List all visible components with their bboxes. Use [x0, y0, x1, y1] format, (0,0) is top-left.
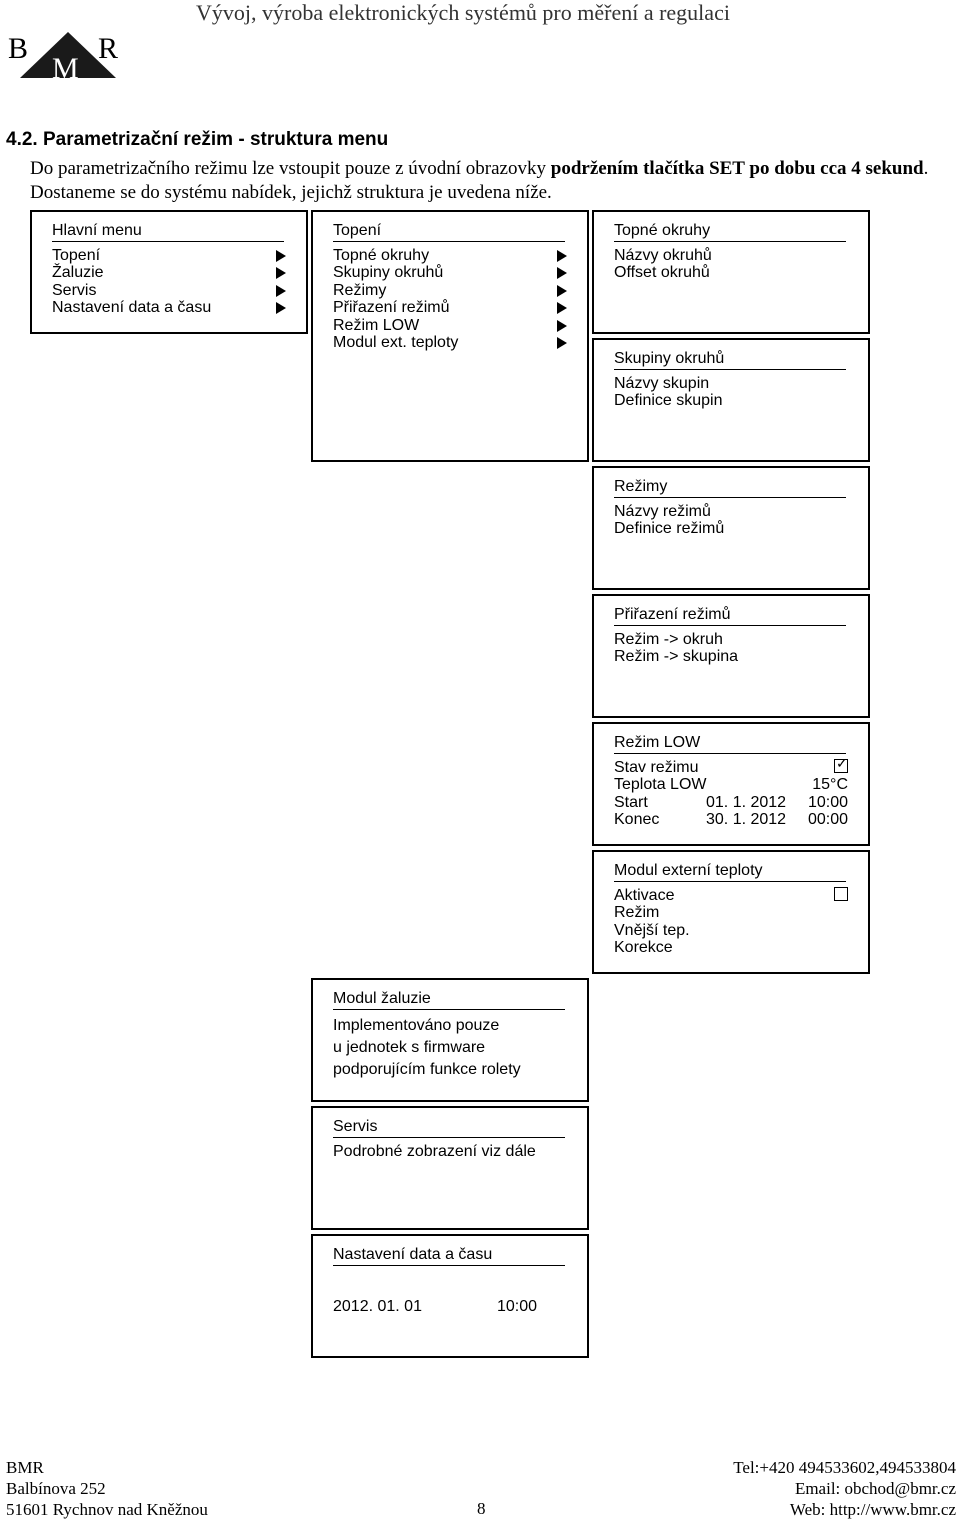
topeni-item-topne-okruhy[interactable]: Topné okruhy [333, 247, 567, 264]
nastaveni-title: Nastavení data a času [333, 1246, 565, 1266]
footer-web[interactable]: Web: http://www.bmr.cz [789, 1500, 956, 1519]
main-menu-item-servis[interactable]: Servis [52, 282, 286, 299]
nastaveni-date[interactable]: 2012. 01. 01 [333, 1298, 422, 1315]
header-tagline: Vývoj, výroba elektronických systémů pro měření a regulaci [196, 0, 730, 25]
checkbox-checked-icon[interactable]: ✓ [836, 755, 848, 771]
arrow-right-icon [276, 250, 286, 262]
nastaveni-datetime-row[interactable] [333, 1298, 567, 1315]
svg-text:M: M [52, 52, 79, 82]
nastaveni-box [311, 1234, 589, 1358]
teplota-value: 15°C [812, 776, 848, 794]
konec-time: 00:00 [807, 811, 848, 829]
checkbox-unchecked-icon[interactable] [834, 887, 848, 901]
footer-street: Balbínova 252 [6, 1479, 106, 1498]
footer-email[interactable]: Email: obchod@bmr.cz [794, 1479, 956, 1498]
servis-text: Podrobné zobrazení viz dále [333, 1143, 536, 1160]
start-time: 10:00 [807, 793, 848, 811]
footer-city: 51601 Rychnov nad Kněžnou [6, 1500, 208, 1519]
zaluzie-text-line: Implementováno pouze [333, 1017, 500, 1034]
topeni-menu-title: Topení [333, 222, 565, 242]
modul-ext-item-rezim[interactable]: Režim [614, 904, 660, 922]
footer-contact [733, 1457, 956, 1520]
topne-okruhy-item-nazvy[interactable]: Názvy okruhů [614, 247, 712, 264]
page-number: 8 [477, 1499, 486, 1518]
modul-ext-item-vnejsi[interactable]: Vnější tep. [614, 921, 690, 939]
arrow-right-icon [557, 302, 567, 314]
bmr-logo [6, 28, 126, 82]
topne-okruhy-box [592, 210, 870, 334]
topeni-item-rezimy[interactable]: Režimy [333, 282, 567, 299]
arrow-right-icon [557, 267, 567, 279]
modul-ext-item-korekce[interactable]: Korekce [614, 939, 673, 957]
topne-okruhy-title: Topné okruhy [614, 222, 846, 242]
main-menu-box [30, 210, 308, 334]
section-title: 4.2. Parametrizační režim - struktura menu [6, 129, 389, 150]
zaluzie-text-line: podporujícím funkce rolety [333, 1061, 521, 1078]
start-date: 01. 1. 2012 [706, 793, 787, 811]
footer-tel: Tel:+420 494533602,494533804 [733, 1458, 956, 1477]
topne-okruhy-item-offset[interactable]: Offset okruhů [614, 264, 710, 282]
skupiny-okruhu-title: Skupiny okruhů [614, 350, 846, 370]
arrow-right-icon [557, 285, 567, 297]
arrow-right-icon [276, 285, 286, 297]
modul-zaluzie-box [311, 978, 589, 1102]
modul-ext-box [592, 850, 870, 974]
topeni-menu-box [311, 210, 589, 462]
rezimy-title: Režimy [614, 478, 846, 498]
modul-ext-title: Modul externí teploty [614, 862, 846, 882]
topeni-item-modul-ext[interactable]: Modul ext. teploty [333, 334, 567, 351]
rezim-low-stav-row[interactable]: Stav režimu ✓ [614, 755, 848, 776]
servis-box [311, 1106, 589, 1230]
modul-ext-item-aktivace[interactable]: Aktivace [614, 887, 848, 904]
intro-text: Do parametrizačního režimu lze vstoupit pouze z úvodní obrazovky podržením tlačítka SET po dobu cca 4 sekund. Dostaneme se do systému nabídek, jejichž struktura je uvedena níže. [30, 158, 929, 203]
skupiny-okruhu-box [592, 338, 870, 462]
rezim-low-teplota-row[interactable]: Teplota LOW 15°C [614, 776, 848, 794]
topeni-item-skupiny[interactable]: Skupiny okruhů [333, 264, 567, 281]
prirazeni-item-skupina[interactable]: Režim -> skupina [614, 648, 739, 666]
arrow-right-icon [276, 267, 286, 279]
arrow-right-icon [557, 250, 567, 262]
nastaveni-time[interactable]: 10:00 [497, 1298, 538, 1315]
zaluzie-text-line: u jednotek s firmware [333, 1039, 486, 1056]
svg-text:B: B [8, 32, 29, 65]
arrow-right-icon [276, 302, 286, 314]
main-menu-item-topeni[interactable]: Topení [52, 247, 286, 264]
arrow-right-icon [557, 320, 567, 332]
rezim-low-konec-row[interactable]: Konec 30. 1. 2012 00:00 [614, 811, 848, 829]
servis-title: Servis [333, 1118, 565, 1138]
arrow-right-icon [557, 337, 567, 349]
rezim-low-title: Režim LOW [614, 734, 846, 754]
footer-address [6, 1457, 208, 1520]
footer-company: BMR [6, 1458, 44, 1477]
rezimy-item-nazvy[interactable]: Názvy režimů [614, 503, 711, 520]
rezimy-box [592, 466, 870, 590]
rezim-low-box [592, 722, 870, 846]
main-menu-item-zaluzie[interactable]: Žaluzie [52, 264, 286, 281]
prirazeni-box [592, 594, 870, 718]
prirazeni-title: Přiřazení režimů [614, 606, 846, 626]
modul-zaluzie-title: Modul žaluzie [333, 990, 565, 1010]
skupiny-item-definice[interactable]: Definice skupin [614, 392, 723, 410]
skupiny-item-nazvy[interactable]: Názvy skupin [614, 375, 710, 392]
main-menu-title: Hlavní menu [52, 222, 284, 242]
main-menu-item-datetime[interactable]: Nastavení data a času [52, 299, 286, 316]
topeni-item-prirazeni[interactable]: Přiřazení režimů [333, 299, 567, 316]
konec-date: 30. 1. 2012 [706, 811, 787, 829]
rezimy-item-definice[interactable]: Definice režimů [614, 520, 725, 538]
rezim-low-start-row[interactable]: Start 01. 1. 2012 10:00 [614, 793, 848, 811]
prirazeni-item-okruh[interactable]: Režim -> okruh [614, 631, 723, 648]
topeni-item-rezim-low[interactable]: Režim LOW [333, 317, 567, 334]
svg-text:R: R [98, 32, 119, 65]
